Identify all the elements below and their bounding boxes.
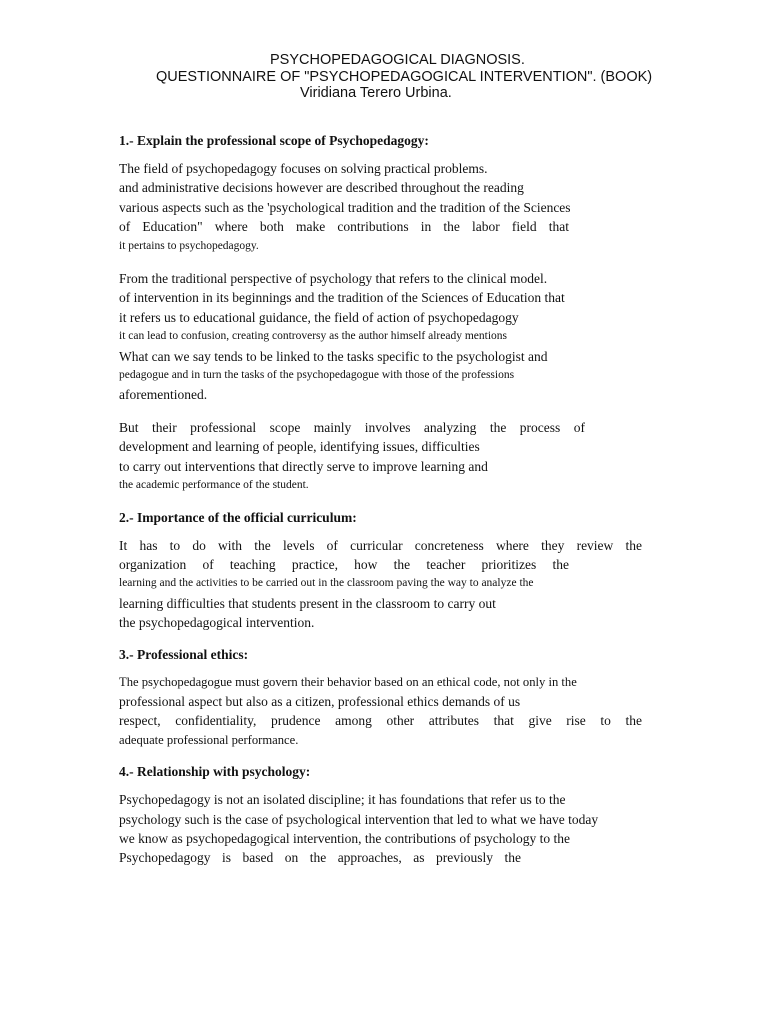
text-line: learning difficulties that students present in the classroom to carry out xyxy=(119,595,496,611)
text-line: Psychopedagogy is not an isolated discipline; it has foundations that refer us to the xyxy=(119,792,566,808)
document-author: Viridiana Terero Urbina. xyxy=(300,85,452,101)
text-line: it can lead to confusion, creating controversy as the author himself already mentions xyxy=(119,330,508,343)
text-line: adequate professional performance. xyxy=(119,732,299,747)
text-line: to carry out interventions that directly serve to improve learning and xyxy=(119,458,488,474)
text-line: of Education" where both make contributions in the labor field that xyxy=(119,219,569,235)
text-line: it pertains to psychopedagogy. xyxy=(119,239,259,252)
text-line: psychology such is the case of psychological intervention that led to what we have today xyxy=(119,811,599,827)
text-line: But their professional scope mainly involves analyzing the process of xyxy=(119,419,585,435)
text-line: and administrative decisions however are described throughout the reading xyxy=(119,180,524,196)
text-line: respect, confidentiality, prudence among other attributes that give rise to the xyxy=(119,713,642,729)
text-line: aforementioned. xyxy=(119,387,208,403)
paragraph xyxy=(119,536,642,633)
text-line: of intervention in its beginnings and the tradition of the Sciences of Education that xyxy=(119,290,565,306)
paragraph xyxy=(119,673,642,751)
text-line: we know as psychopedagogical intervention, the contributions of psychology to the xyxy=(119,830,571,846)
text-line: development and learning of people, identifying issues, difficulties xyxy=(119,439,480,455)
text-line: The field of psychopedagogy focuses on solving practical problems. xyxy=(119,161,488,176)
section-title: 3.- Professional ethics: xyxy=(119,646,249,662)
text-line: What can we say tends to be linked to the tasks specific to the psychologist and xyxy=(119,348,548,364)
document-title: PSYCHOPEDAGOGICAL DIAGNOSIS. xyxy=(270,52,525,68)
text-line: the academic performance of the student. xyxy=(119,479,309,492)
text-line: From the traditional perspective of psychology that refers to the clinical model. xyxy=(119,271,548,287)
text-line: various aspects such as the 'psychological tradition and the tradition of the Sciences xyxy=(119,199,571,215)
text-line: organization of teaching practice, how the teacher prioritizes the xyxy=(119,556,569,572)
text-line: It has to do with the levels of curricular concreteness where they review the xyxy=(119,537,642,553)
text-line: The psychopedagogue must govern their behavior based on an ethical code, not only in the xyxy=(119,674,577,689)
text-line: Psychopedagogy is based on the approaches, as previously the xyxy=(119,850,521,866)
paragraph xyxy=(119,418,642,496)
text-line: it refers us to educational guidance, the field of action of psychopedagogy xyxy=(119,309,519,325)
text-line: pedagogue and in turn the tasks of the psychopedagogue with those of the professions xyxy=(119,369,515,382)
section-title: 4.- Relationship with psychology: xyxy=(119,764,311,780)
paragraph xyxy=(119,159,642,256)
section-title: 1.- Explain the professional scope of Psychopedagogy: xyxy=(119,133,429,148)
paragraph xyxy=(119,790,642,868)
document-body xyxy=(119,124,642,881)
text-line: the psychopedagogical intervention. xyxy=(119,615,315,631)
text-line: professional aspect but also as a citizen, professional ethics demands of us xyxy=(119,693,521,709)
paragraph xyxy=(119,269,642,405)
section-title: 2.- Importance of the official curriculum: xyxy=(119,509,357,525)
text-line: learning and the activities to be carried out in the classroom paving the way to analyze the xyxy=(119,577,534,590)
document-subtitle: QUESTIONNAIRE OF "PSYCHOPEDAGOGICAL INTERVENTION". (BOOK) xyxy=(156,69,653,85)
